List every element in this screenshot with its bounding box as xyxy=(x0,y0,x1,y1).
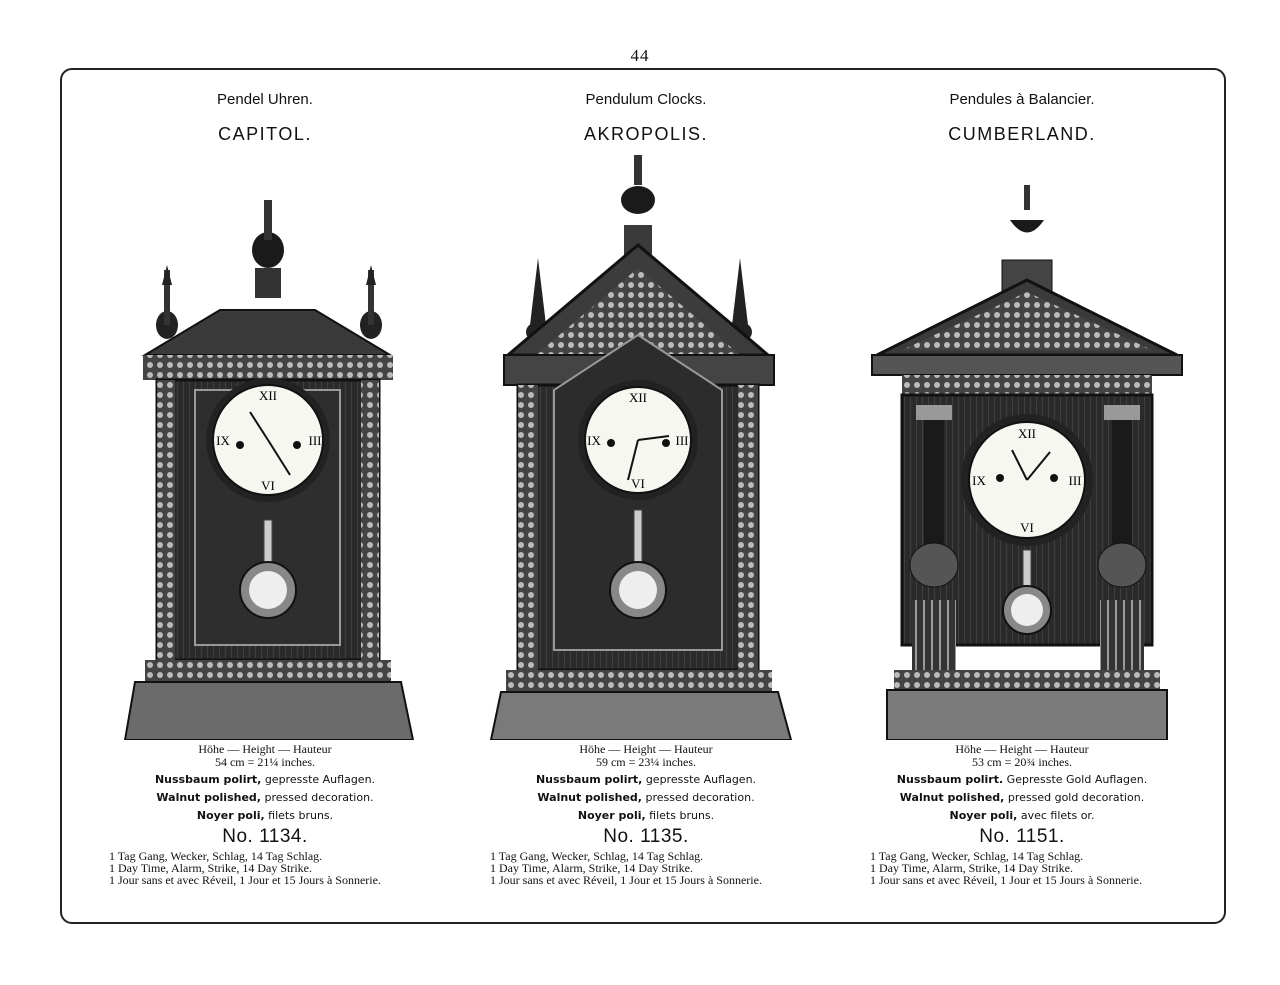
movement-french: 1 Jour sans et avec Réveil, 1 Jour et 15 Jours à Sonnerie. xyxy=(109,873,381,887)
movement-options xyxy=(490,850,820,886)
finish-french: Noyer poli, avec filets or. xyxy=(949,809,1095,822)
finish-german: Nussbaum polirt, gepresste Auflagen. xyxy=(154,773,376,786)
movement-english: 1 Day Time, Alarm, Strike, 14 Day Strike. xyxy=(490,861,693,875)
model-number: No. 1134. xyxy=(222,826,308,847)
clock-illustration-akropolis xyxy=(456,150,836,740)
height-value: 53 cm = 20¾ inches. xyxy=(971,755,1073,769)
svg-text:III: III xyxy=(1068,473,1082,488)
height-label: Höhe — Height — Hauteur xyxy=(955,742,1089,756)
height-label: Höhe — Height — Hauteur xyxy=(198,742,332,756)
svg-text:VI: VI xyxy=(631,476,645,491)
svg-text:XII: XII xyxy=(628,390,648,405)
clock-illustration-capitol xyxy=(75,190,455,740)
svg-text:XII: XII xyxy=(1017,426,1037,441)
svg-text:III: III xyxy=(308,433,322,448)
movement-english: 1 Day Time, Alarm, Strike, 14 Day Strike. xyxy=(109,861,312,875)
finish-german: Nussbaum polirt, gepresste Auflagen. xyxy=(535,773,757,786)
finish-english: Walnut polished, pressed decoration. xyxy=(156,791,374,804)
svg-text:VI: VI xyxy=(261,478,275,493)
svg-text:IX: IX xyxy=(587,433,601,448)
model-name: CUMBERLAND. xyxy=(948,124,1096,144)
clock-column-capitol xyxy=(75,0,455,985)
clock-illustration-cumberland xyxy=(832,180,1212,740)
page-number: 44 xyxy=(630,46,650,65)
height-value: 59 cm = 23¼ inches. xyxy=(595,755,697,769)
finish-german: Nussbaum polirt. Gepresste Gold Auflagen. xyxy=(896,773,1148,786)
movement-english: 1 Day Time, Alarm, Strike, 14 Day Strike. xyxy=(870,861,1073,875)
clock-column-akropolis xyxy=(456,0,836,985)
height-value: 54 cm = 21¼ inches. xyxy=(214,755,316,769)
movement-french: 1 Jour sans et avec Réveil, 1 Jour et 15 Jours à Sonnerie. xyxy=(870,873,1142,887)
finish-english: Walnut polished, pressed gold decoration. xyxy=(899,791,1145,804)
language-header: Pendules à Balancier. xyxy=(949,91,1095,108)
language-header: Pendel Uhren. xyxy=(217,91,313,108)
finish-french: Noyer poli, filets bruns. xyxy=(196,809,334,822)
svg-text:XII: XII xyxy=(258,388,278,403)
finish-french: Noyer poli, filets bruns. xyxy=(577,809,715,822)
clock-column-cumberland xyxy=(832,0,1212,985)
finish-english: Walnut polished, pressed decoration. xyxy=(537,791,755,804)
movement-french: 1 Jour sans et avec Réveil, 1 Jour et 15 Jours à Sonnerie. xyxy=(490,873,762,887)
model-number: No. 1151. xyxy=(979,826,1065,847)
movement-german: 1 Tag Gang, Wecker, Schlag, 14 Tag Schlag. xyxy=(109,849,323,863)
svg-text:IX: IX xyxy=(972,473,986,488)
svg-text:IX: IX xyxy=(216,433,230,448)
movement-options xyxy=(109,850,439,886)
model-name: AKROPOLIS. xyxy=(583,124,709,144)
svg-text:III: III xyxy=(675,433,689,448)
movement-options xyxy=(870,850,1200,886)
language-header: Pendulum Clocks. xyxy=(585,91,707,108)
model-name: CAPITOL. xyxy=(218,124,312,144)
movement-german: 1 Tag Gang, Wecker, Schlag, 14 Tag Schlag. xyxy=(490,849,704,863)
svg-text:VI: VI xyxy=(1020,520,1034,535)
model-number: No. 1135. xyxy=(603,826,689,847)
height-label: Höhe — Height — Hauteur xyxy=(579,742,713,756)
movement-german: 1 Tag Gang, Wecker, Schlag, 14 Tag Schlag. xyxy=(870,849,1084,863)
